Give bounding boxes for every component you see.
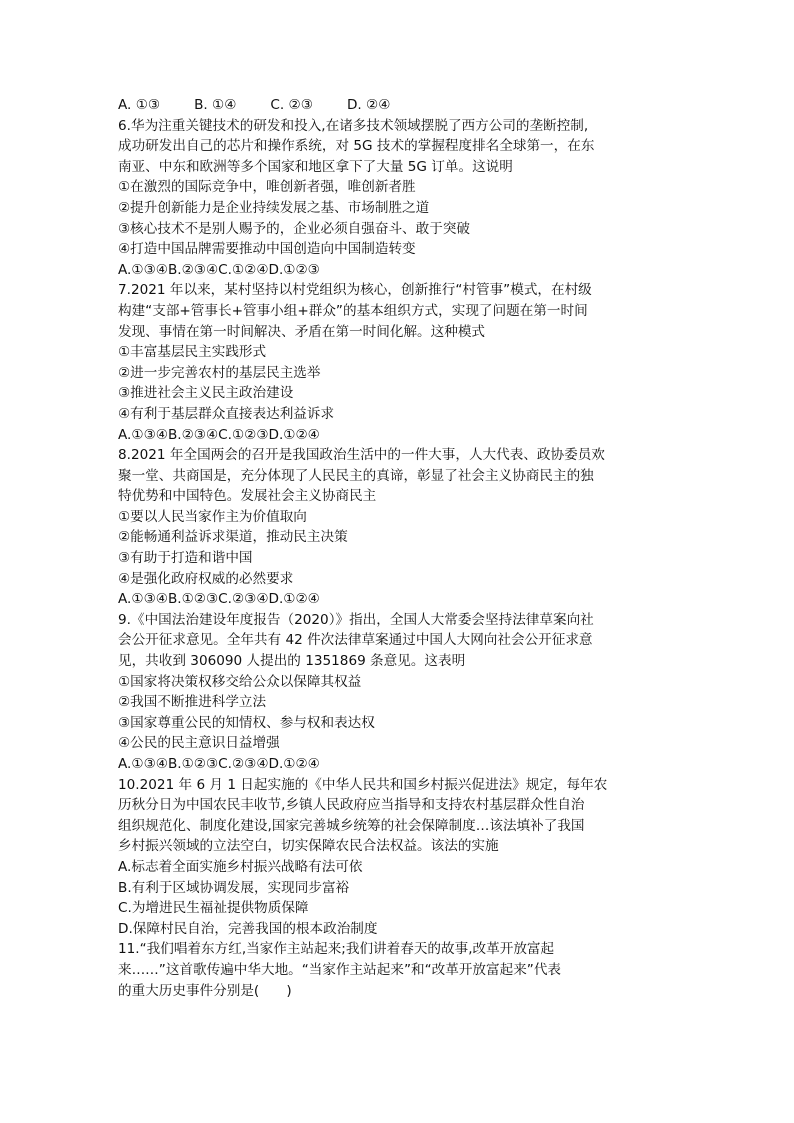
answer-choices: A.①③④B.②③④C.①②④D.①②③: [118, 261, 320, 278]
question-stem-line: 会公开征求意见。全年共有 42 件次法律草案通过中国人大网向社会公开征求意: [118, 632, 593, 649]
question-option: ①在激烈的国际竞争中，唯创新者强，唯创新者胜: [118, 179, 416, 196]
question-option: ④打造中国品牌需要推动中国创造向中国制造转变: [118, 241, 416, 258]
question-option: ③推进社会主义民主政治建设: [118, 385, 294, 402]
answer-choices: A.①③④B.②③④C.①②③D.①②④: [118, 426, 320, 443]
question-option: ①要以人民当家作主为价值取向: [118, 508, 307, 525]
question-stem-line: 10.2021 年 6 月 1 日起实施的《中华人民共和国乡村振兴促进法》规定，每年农: [118, 776, 608, 793]
question-stem-line: 组织规范化、制度化建设,国家完善城乡统筹的社会保障制度…该法填补了我国: [118, 817, 585, 834]
question-stem-line: 11.“我们唱着东方红,当家作主站起来;我们讲着春天的故事,改革开放富起: [118, 941, 555, 958]
question-9: [118, 610, 678, 775]
question-stem-line: 7.2021 年以来，某村坚持以村党组织为核心，创新推行“村管事”模式，在村级: [118, 282, 592, 299]
question-6: [118, 116, 678, 281]
question-stem-line: 见，共收到 306090 人提出的 1351869 条意见。这表明: [118, 653, 466, 670]
previous-answer-options: [118, 95, 678, 116]
question-stem-line: 的重大历史事件分别是( ): [118, 982, 292, 999]
question-stem-line: 特优势和中国特色。发展社会主义协商民主: [118, 488, 377, 505]
question-option: ②进一步完善农村的基层民主选举: [118, 364, 321, 381]
question-content: [118, 95, 678, 1001]
answer-choices: A.①③④B.①②③C.②③④D.①②④: [118, 591, 320, 608]
answer-option: C. ②③: [270, 97, 313, 113]
question-option: A.标志着全面实施乡村振兴战略有法可依: [118, 858, 363, 875]
question-option: ②提升创新能力是企业持续发展之基、市场制胜之道: [118, 199, 430, 216]
question-option: ②我国不断推进科学立法: [118, 694, 267, 711]
question-option: ④有利于基层群众直接表达利益诉求: [118, 405, 335, 422]
question-option: ③核心技术不是别人赐予的，企业必须自强奋斗、敢于突破: [118, 220, 471, 237]
question-stem-line: 发现、事情在第一时间解决、矛盾在第一时间化解。这种模式: [118, 323, 486, 340]
question-stem-line: 乡村振兴领域的立法空白，切实保障农民合法权益。该法的实施: [118, 838, 499, 855]
question-option: ③国家尊重公民的知情权、参与权和表达权: [118, 714, 375, 731]
answer-choices: A.①③④B.①②③C.②③④D.①②④: [118, 756, 320, 772]
question-8: [118, 445, 678, 610]
question-7: [118, 280, 678, 445]
question-stem-line: 历秋分日为中国农民丰收节,乡镇人民政府应当指导和支持农村基层群众性自治: [118, 797, 585, 814]
question-stem-line: 成功研发出自己的芯片和操作系统，对 5G 技术的掌握程度排名全球第一，在东: [118, 138, 595, 155]
question-option: C.为增进民生福祉提供物质保障: [118, 900, 309, 917]
question-option: ③有助于打造和谐中国: [118, 550, 253, 567]
question-stem-line: 南亚、中东和欧洲等多个国家和地区拿下了大量 5G 订单。这说明: [118, 158, 513, 175]
question-10: [118, 775, 678, 940]
answer-option: D. ②④: [346, 97, 391, 113]
question-stem-line: 8.2021 年全国两会的召开是我国政治生活中的一件大事，人大代表、政协委员欢: [118, 447, 605, 464]
question-stem-line: 9.《中国法治建设年度报告（2020）》指出，全国人大常委会坚持法律草案向社: [118, 611, 594, 628]
question-option: D.保障村民自治，完善我国的根本政治制度: [118, 920, 378, 937]
question-stem-line: 构建“支部+管事长+管事小组+群众”的基本组织方式，实现了问题在第一时间: [118, 302, 588, 319]
question-stem-line: 来……”这首歌传遍中华大地。“当家作主站起来”和“改革开放富起来”代表: [118, 961, 562, 978]
question-option: ①国家将决策权移交给公众以保障其权益: [118, 673, 362, 690]
question-option: ②能畅通利益诉求渠道，推动民主决策: [118, 529, 348, 546]
question-option: B.有利于区域协调发展，实现同步富裕: [118, 879, 350, 896]
question-list: [118, 116, 678, 1002]
answer-option: A. ①③: [118, 97, 161, 113]
question-stem-line: 6.华为注重关键技术的研发和投入,在诸多技术领域摆脱了西方公司的垄断控制,: [118, 117, 589, 134]
question-stem-line: 聚一堂、共商国是，充分体现了人民民主的真谛，彰显了社会主义协商民主的独: [118, 467, 594, 484]
question-11: [118, 939, 678, 1001]
answer-option: B. ①④: [194, 97, 237, 113]
question-option: ④是强化政府权威的必然要求: [118, 570, 294, 587]
question-option: ④公民的民主意识日益增强: [118, 735, 280, 752]
question-option: ①丰富基层民主实践形式: [118, 344, 267, 361]
